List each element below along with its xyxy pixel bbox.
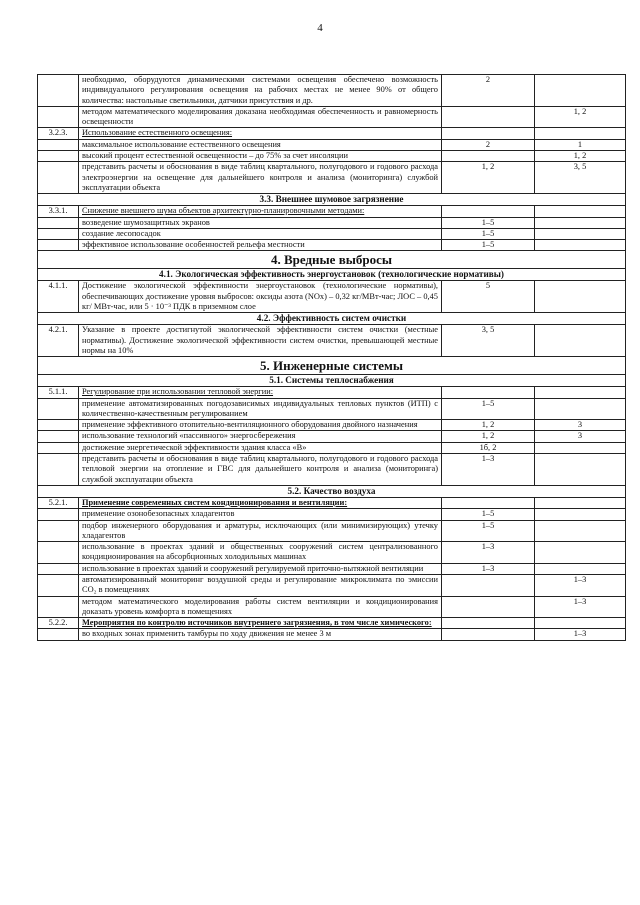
requirement-text-cell: во входных зонах применить тамбуры по ходу движения не менее 3 м [79, 629, 442, 640]
section-heading-row [38, 357, 626, 375]
level-cell: 1б, 2 [442, 442, 535, 453]
level-cell: 1–5 [442, 398, 535, 420]
subsection-heading: 3.3. Внешнее шумовое загрязнение [38, 194, 626, 206]
level-cell: 1–5 [442, 509, 535, 520]
level-cell: 1–5 [442, 217, 535, 228]
subsection-heading-row [38, 194, 626, 206]
level-cell [442, 629, 535, 640]
level-cell [442, 151, 535, 162]
level-cell: 1–3 [442, 542, 535, 564]
item-number-cell: 3.3.1. [38, 206, 79, 217]
requirement-text-cell: создание лесопосадок [79, 228, 442, 239]
level-cell: 1, 2 [442, 431, 535, 442]
extra-level-cell [535, 75, 626, 107]
subsection-heading-row [38, 269, 626, 281]
requirement-text-cell: подбор инженерного оборудования и арматуры, исключающих (или минимизирующих) утечку хладагентов [79, 520, 442, 542]
extra-level-cell: 1, 2 [535, 106, 626, 128]
level-cell: 1, 2 [442, 162, 535, 194]
level-cell: 1–5 [442, 520, 535, 542]
table-row [38, 398, 626, 420]
item-number-cell [38, 420, 79, 431]
table-row [38, 431, 626, 442]
table-row [38, 217, 626, 228]
item-number-cell [38, 563, 79, 574]
extra-level-cell [535, 281, 626, 313]
extra-level-cell: 3, 5 [535, 162, 626, 194]
item-number-cell: 3.2.3. [38, 128, 79, 139]
level-cell [442, 596, 535, 618]
extra-level-cell [535, 398, 626, 420]
table-row [38, 106, 626, 128]
requirements-table [37, 74, 626, 641]
item-number-cell [38, 398, 79, 420]
table-row [38, 596, 626, 618]
extra-level-cell [535, 217, 626, 228]
item-number-cell: 5.1.1. [38, 387, 79, 398]
requirement-text-cell: необходимо, оборудуются динамическими системами освещения обеспечено возможность индивидуального регулирования освещения на рабочих местах не менее 90% от общего количества: настольные светильники, датчики присутствия и др. [79, 75, 442, 107]
requirement-text-cell: высокий процент естественной освещенности – до 75% за счет инсоляции [79, 151, 442, 162]
item-number-cell [38, 151, 79, 162]
requirement-text-cell: эффективное использование особенностей рельефа местности [79, 240, 442, 251]
requirement-text-cell: Мероприятия по контролю источников внутреннего загрязнения, в том числе химического: [79, 618, 442, 629]
extra-level-cell: 3 [535, 431, 626, 442]
requirement-text-cell: автоматизированный мониторинг воздушной среды и регулирование микроклимата по эмиссии CO₂ в помещениях [79, 574, 442, 596]
extra-level-cell [535, 206, 626, 217]
level-cell [442, 387, 535, 398]
table-row [38, 497, 626, 508]
subsection-heading: 5.2. Качество воздуха [38, 485, 626, 497]
table-row [38, 206, 626, 217]
requirements-table-body [38, 75, 626, 641]
section-heading-row [38, 251, 626, 269]
subsection-heading: 5.1. Системы теплоснабжения [38, 375, 626, 387]
requirement-text-cell: методом математического моделирования доказана необходимая обеспеченность и равномерность освещенности [79, 106, 442, 128]
extra-level-cell [535, 509, 626, 520]
item-number-cell: 5.2.2. [38, 618, 79, 629]
extra-level-cell [535, 325, 626, 357]
level-cell: 5 [442, 281, 535, 313]
level-cell [442, 206, 535, 217]
table-row [38, 629, 626, 640]
requirement-text-cell: Достижение экологической эффективности энергоустановок (технологические нормативы), обеспечивающих достижение уровня выбросов: оксиды азота (NOx) – 0,32 кг/МВт-час; ЛОС – 0,45 кг/ МВт-час, или 5 · 10⁻³ ПДК в приземном слое [79, 281, 442, 313]
extra-level-cell [535, 454, 626, 486]
item-number-cell [38, 520, 79, 542]
item-number-cell [38, 217, 79, 228]
requirement-text-cell: использование технологий «пассивного» энергосбережения [79, 431, 442, 442]
page-number: 4 [317, 22, 323, 34]
level-cell: 1–5 [442, 240, 535, 251]
requirement-text-cell: Снижение внешнего шума объектов архитектурно-планировочными методами: [79, 206, 442, 217]
table-row [38, 281, 626, 313]
subsection-heading-row [38, 485, 626, 497]
table-row [38, 454, 626, 486]
table-row [38, 442, 626, 453]
table-row [38, 128, 626, 139]
requirement-text-cell: представить расчеты и обоснования в виде таблиц квартального, полугодового и годового расхода тепловой энергии на отопление и ГВС для дальнейшего контроля и анализа (мониторинга) службой эксплуатации объекта [79, 454, 442, 486]
item-number-cell [38, 75, 79, 107]
table-row [38, 75, 626, 107]
item-number-cell [38, 596, 79, 618]
requirement-text-cell: Использование естественного освещения: [79, 128, 442, 139]
requirement-text-cell: использование в проектах зданий и общественных сооружений систем централизованного кондиционирования на абсорбционных холодильных машинах [79, 542, 442, 564]
extra-level-cell [535, 520, 626, 542]
requirement-text-cell: Регулирование при использовании тепловой энергии: [79, 387, 442, 398]
requirement-text-cell: Применение современных систем кондиционирования и вентиляции: [79, 497, 442, 508]
level-cell: 2 [442, 139, 535, 150]
table-row [38, 151, 626, 162]
subsection-heading-row [38, 375, 626, 387]
table-row [38, 520, 626, 542]
requirement-text-cell: достижение энергетической эффективности здания класса «В» [79, 442, 442, 453]
extra-level-cell: 3 [535, 420, 626, 431]
extra-level-cell [535, 387, 626, 398]
item-number-cell [38, 162, 79, 194]
item-number-cell: 4.1.1. [38, 281, 79, 313]
level-cell [442, 128, 535, 139]
item-number-cell: 4.2.1. [38, 325, 79, 357]
table-row [38, 139, 626, 150]
subsection-heading: 4.1. Экологическая эффективность энергоустановок (технологические нормативы) [38, 269, 626, 281]
item-number-cell [38, 629, 79, 640]
table-row [38, 162, 626, 194]
extra-level-cell: 1–3 [535, 596, 626, 618]
table-row [38, 325, 626, 357]
item-number-cell [38, 509, 79, 520]
section-heading: 5. Инженерные системы [38, 357, 626, 375]
requirement-text-cell: возведение шумозащитных экранов [79, 217, 442, 228]
table-row [38, 387, 626, 398]
level-cell [442, 574, 535, 596]
requirement-text-cell: максимальное использование естественного освещения [79, 139, 442, 150]
requirement-text-cell: Указание в проекте достигнутой экологической эффективности систем очистки (местные нормативы). Достижение экологической эффективности систем очистки, превышающей местные нормы на 10% [79, 325, 442, 357]
table-row [38, 420, 626, 431]
item-number-cell [38, 542, 79, 564]
item-number-cell [38, 454, 79, 486]
item-number-cell [38, 431, 79, 442]
level-cell: 3, 5 [442, 325, 535, 357]
section-heading: 4. Вредные выбросы [38, 251, 626, 269]
level-cell [442, 618, 535, 629]
extra-level-cell: 1 [535, 139, 626, 150]
item-number-cell [38, 574, 79, 596]
item-number-cell [38, 240, 79, 251]
table-row [38, 574, 626, 596]
table-row [38, 509, 626, 520]
extra-level-cell [535, 240, 626, 251]
requirement-text-cell: использование в проектах зданий и сооружений регулируемой приточно-вытяжной вентиляции [79, 563, 442, 574]
subsection-heading-row [38, 313, 626, 325]
requirement-text-cell: представить расчеты и обоснования в виде таблиц квартального, полугодового и годового расхода электроэнергии на освещение для дальнейшего контроля и анализа (мониторинга) службой эксплуатации объекта [79, 162, 442, 194]
item-number-cell [38, 106, 79, 128]
extra-level-cell [535, 618, 626, 629]
extra-level-cell [535, 442, 626, 453]
extra-level-cell [535, 542, 626, 564]
extra-level-cell: 1, 2 [535, 151, 626, 162]
extra-level-cell [535, 128, 626, 139]
table-row [38, 228, 626, 239]
level-cell: 1–5 [442, 228, 535, 239]
item-number-cell [38, 139, 79, 150]
requirement-text-cell: методом математического моделирования работы систем вентиляции и кондиционирования доказать уровень комфорта в помещениях [79, 596, 442, 618]
requirement-text-cell: применение эффективного отопительно-вентиляционного оборудования двойного назначения [79, 420, 442, 431]
extra-level-cell [535, 563, 626, 574]
level-cell: 1–3 [442, 454, 535, 486]
level-cell: 1, 2 [442, 420, 535, 431]
extra-level-cell [535, 497, 626, 508]
item-number-cell: 5.2.1. [38, 497, 79, 508]
table-row [38, 240, 626, 251]
requirement-text-cell: применение озонобезопасных хладагентов [79, 509, 442, 520]
item-number-cell [38, 228, 79, 239]
level-cell: 2 [442, 75, 535, 107]
extra-level-cell [535, 228, 626, 239]
table-row [38, 563, 626, 574]
level-cell [442, 497, 535, 508]
extra-level-cell: 1–3 [535, 574, 626, 596]
extra-level-cell: 1–3 [535, 629, 626, 640]
level-cell [442, 106, 535, 128]
table-row [38, 542, 626, 564]
subsection-heading: 4.2. Эффективность систем очистки [38, 313, 626, 325]
item-number-cell [38, 442, 79, 453]
requirement-text-cell: применение автоматизированных погодозависимых индивидуальных тепловых пунктов (ИТП) с количественно-качественным регулированием [79, 398, 442, 420]
level-cell: 1–3 [442, 563, 535, 574]
table-row [38, 618, 626, 629]
